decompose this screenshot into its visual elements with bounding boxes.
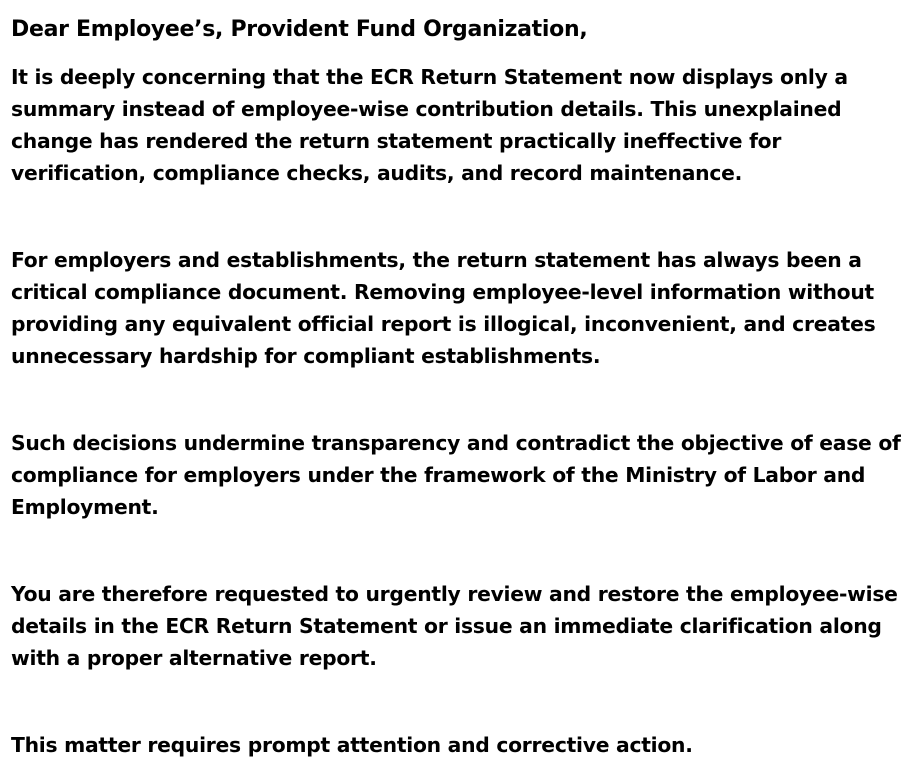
paragraph-ecr-summary-concern: It is deeply concerning that the ECR Return Statement now displays only a summary instead of employee-wise contribution details. This unexplained change has rendered the return statement practically ineffective for verification, compliance checks, audits, and record maintenance. [11, 65, 848, 185]
salutation: Dear Employee’s, Provident Fund Organization, [11, 17, 588, 42]
paragraph-request-restore: You are therefore requested to urgently review and restore the employee-wise details in the ECR Return Statement or issue an immediate clarification along with a proper alternative report. [11, 582, 898, 670]
paragraph-transparency: Such decisions undermine transparency and contradict the objective of ease of compliance for employers under the framework of the Ministry of Labor and Employment. [11, 431, 901, 519]
paragraph-compliance-document: For employers and establishments, the return statement has always been a critical compliance document. Removing employee-level information without providing any equivalent official report is illogical, inconvenient, and creates unnecessary hardship for compliant establishments. [11, 248, 876, 368]
paragraph-closing: This matter requires prompt attention and corrective action. [11, 733, 693, 757]
letter-body [11, 14, 901, 761]
